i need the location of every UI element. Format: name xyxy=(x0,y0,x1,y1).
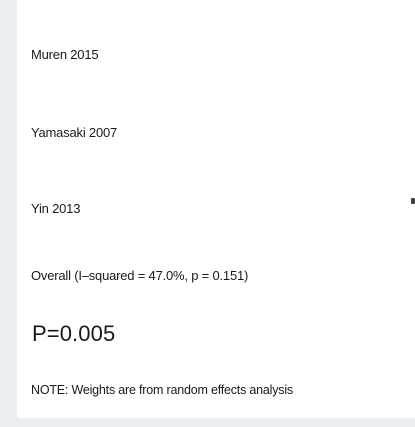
left-frame-border xyxy=(0,0,17,427)
overall-p-value: P=0.005 xyxy=(32,321,116,346)
overall-heterogeneity-label: Overall (I–squared = 47.0%, p = 0.151) xyxy=(31,268,249,283)
study-label-yamasaki-2007: Yamasaki 2007 xyxy=(31,125,118,140)
bottom-frame-border xyxy=(0,418,415,427)
study-label-muren-2015: Muren 2015 xyxy=(31,47,99,62)
forest-plot-figure xyxy=(17,0,415,418)
weights-note: NOTE: Weights are from random effects analysis xyxy=(31,383,293,397)
plot-edge-marker xyxy=(411,198,415,204)
study-label-yin-2013: Yin 2013 xyxy=(31,201,81,216)
